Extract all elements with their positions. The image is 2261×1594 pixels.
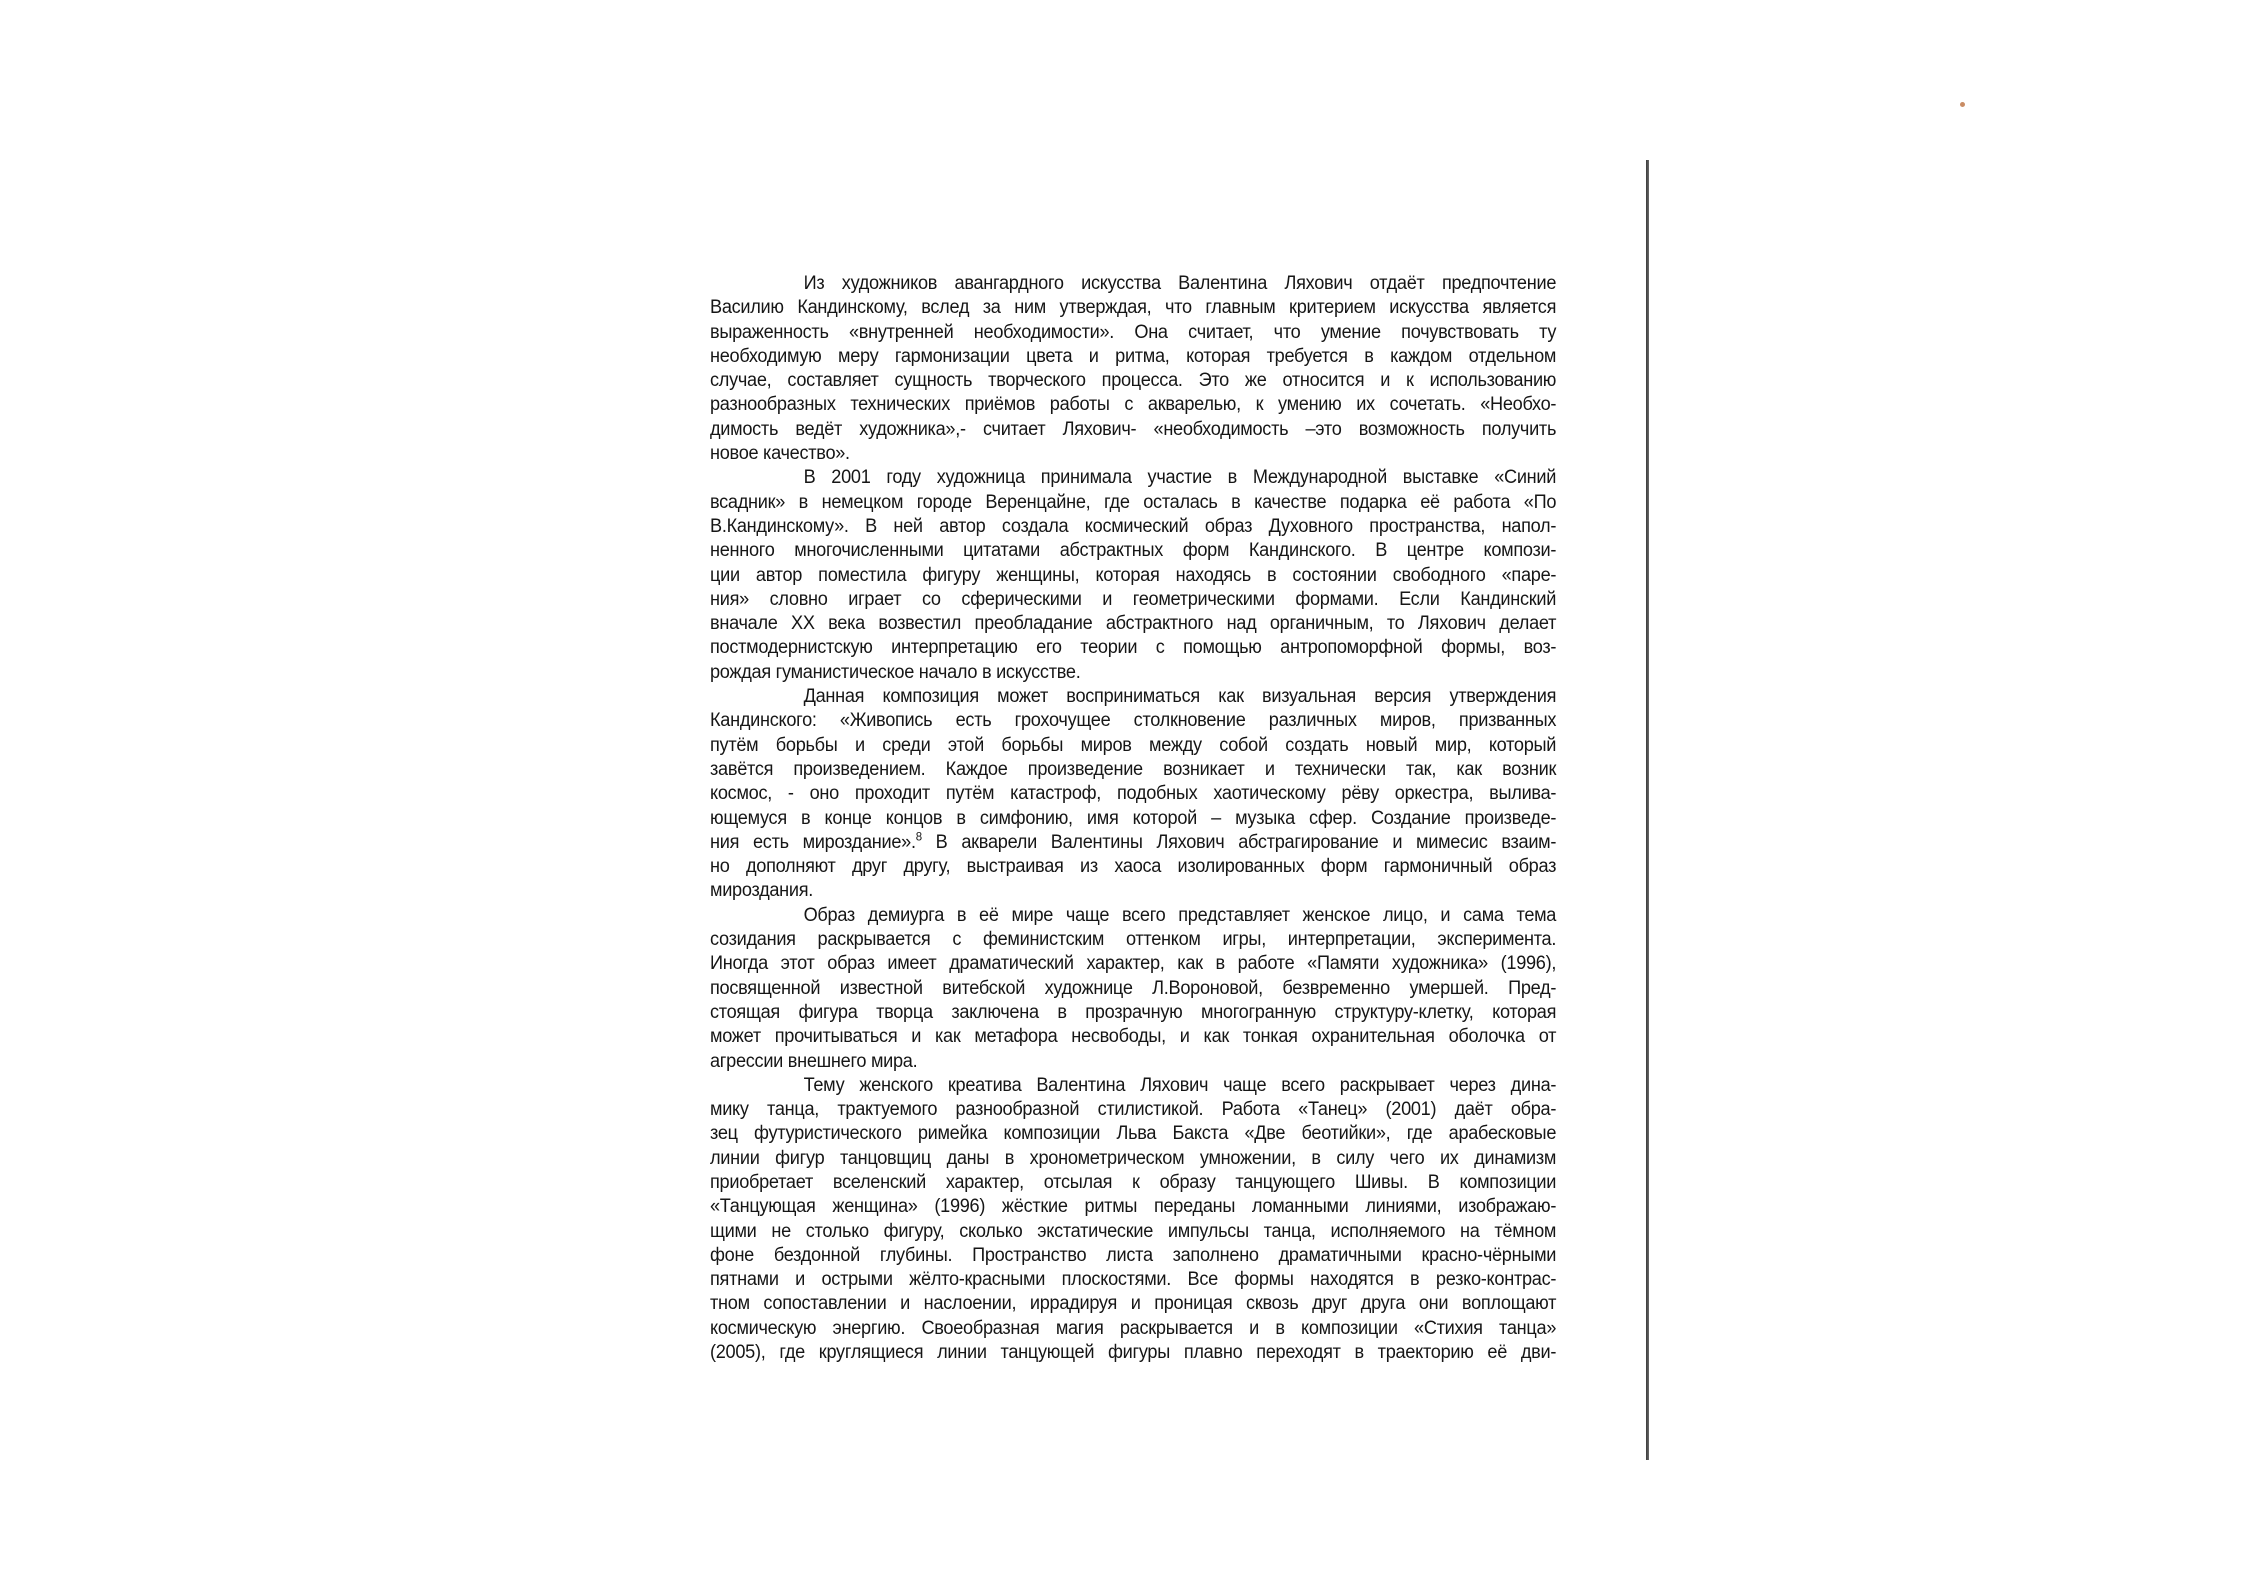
text-line-content: постмодернистскую интерпретацию его теории с помощью антропоморфной формы, воз-: [710, 637, 1557, 659]
footnote-reference: 8: [915, 829, 922, 844]
text-line-content: разнообразных технических приёмов работы с акварелью, к умению их сочетать. «Необхо-: [710, 394, 1557, 416]
text-line: [710, 1341, 1556, 1365]
text-line: [710, 296, 1556, 320]
text-line: [710, 952, 1556, 976]
text-line: [710, 418, 1556, 442]
text-line: [710, 1074, 1556, 1098]
text-line-content: тном сопоставлении и наслоении, иррадируя и проницая сквозь друг друга они воплощают: [710, 1293, 1557, 1315]
text-line: [710, 734, 1556, 758]
text-line-content: пятнами и острыми жёлто-красными плоскостями. Все формы находятся в резко-контрас-: [710, 1269, 1557, 1291]
text-line: [710, 685, 1556, 709]
text-line-content: зец футуристического римейка композиции Льва Бакста «Две беотийки», где арабесковые: [710, 1123, 1557, 1145]
text-line-content: Кандинского: «Живопись есть грохочущее столкновение различных миров, призванных: [710, 710, 1557, 732]
text-line: [710, 1292, 1556, 1316]
text-line-content: «Танцующая женщина» (1996) жёсткие ритмы переданы ломанными линиями, изображаю-: [710, 1196, 1557, 1218]
text-line-content: новое качество».: [710, 443, 850, 465]
text-line-content: посвященной известной витебской художнице Л.Вороновой, безвременно умершей. Пред-: [710, 977, 1557, 999]
text-line-content: мироздания.: [710, 880, 814, 902]
text-line-content: Василию Кандинскому, вслед за ним утверждая, что главным критерием искусства является: [710, 297, 1557, 319]
text-line: [710, 1122, 1556, 1146]
text-line-content: агрессии внешнего мира.: [710, 1050, 918, 1072]
text-line: [710, 661, 1556, 685]
text-line: [710, 1171, 1556, 1195]
text-line-content: фоне бездонной глубины. Пространство листа заполнено драматичными красно-чёрными: [710, 1244, 1557, 1266]
text-line: [710, 515, 1556, 539]
text-line-content: рождая гуманистическое начало в искусстве.: [710, 661, 1081, 683]
text-line-content: (2005), где круглящиеся линии танцующей фигуры плавно переходят в траекторию её дви-: [710, 1342, 1557, 1364]
text-line-content: щими не столько фигуру, сколько экстатические импульсы танца, исполняемого на тёмном: [710, 1220, 1557, 1242]
text-line: [710, 977, 1556, 1001]
text-line: [710, 1001, 1556, 1025]
body-text: [710, 272, 1556, 1365]
text-line-content: димость ведёт художника»,- считает Ляхович- «необходимость –это возможность получить: [710, 418, 1557, 440]
text-line-content: ния» словно играет со сферическими и геометрическими формами. Если Кандинский: [710, 588, 1557, 610]
text-line: [710, 782, 1556, 806]
text-line: [710, 491, 1556, 515]
text-line-content: Иногда этот образ имеет драматический характер, как в работе «Памяти художника» (1996),: [710, 953, 1557, 975]
text-line-content: приобретает вселенский характер, отсылая к образу танцующего Шивы. В композиции: [710, 1171, 1557, 1193]
text-line-content: может прочитываться и как метафора несвободы, и как тонкая охранительная оболочка от: [710, 1026, 1557, 1048]
text-line: [710, 1220, 1556, 1244]
text-line-content: но дополняют друг другу, выстраивая из хаоса изолированных форм гармоничный образ: [710, 856, 1557, 878]
text-line-content: В 2001 году художница принимала участие в Международной выставке «Синий: [803, 467, 1557, 489]
text-line: [710, 1025, 1556, 1049]
text-line-content: Из художников авангардного искусства Валентина Ляхович отдаёт предпочтение: [803, 273, 1557, 294]
text-line-content: ненного многочисленными цитатами абстрактных форм Кандинского. В центре компози-: [710, 540, 1557, 562]
text-line-content: линии фигур танцовщиц даны в хронометрическом умножении, в силу чего их динамизм: [710, 1147, 1557, 1169]
text-line-content: космос, - оно проходит путём катастроф, подобных хаотическому рёву оркестра, вылива-: [710, 783, 1557, 805]
text-line: [710, 369, 1556, 393]
text-line-content: всадник» в немецком городе Веренцайне, где осталась в качестве подарка её работа «По: [710, 491, 1557, 513]
text-line: [710, 588, 1556, 612]
text-line-content: космическую энергию. Своеобразная магия раскрывается и в композиции «Стихия танца»: [710, 1317, 1557, 1339]
text-line: [710, 612, 1556, 636]
text-line: [710, 1244, 1556, 1268]
text-line-content: мику танца, трактуемого разнообразной стилистикой. Работа «Танец» (2001) даёт обра-: [710, 1099, 1557, 1121]
text-line: [710, 1268, 1556, 1292]
text-line-content: необходимую меру гармонизации цвета и ритма, которая требуется в каждом отдельном: [710, 345, 1557, 367]
text-line-content: Данная композиция может восприниматься как визуальная версия утверждения: [803, 686, 1557, 708]
text-line-content: Тему женского креатива Валентина Ляхович чаще всего раскрывает через дина-: [803, 1074, 1557, 1096]
text-line-content: В.Кандинскому». В ней автор создала космический образ Духовного пространства, напол-: [710, 515, 1557, 537]
text-line: [710, 1050, 1556, 1074]
text-line: [710, 831, 1556, 855]
text-line-content: завётся произведением. Каждое произведение возникает и технически так, как возник: [710, 758, 1557, 780]
text-line: [710, 1317, 1556, 1341]
text-line-content: ния есть мироздание».: [710, 831, 916, 853]
text-line: [710, 539, 1556, 563]
text-line: [710, 904, 1556, 928]
text-line-content: путём борьбы и среди этой борьбы миров между собой создать новый мир, который: [710, 734, 1557, 756]
text-line-content: выраженность «внутренней необходимости». Она считает, что умение почувствовать ту: [710, 321, 1557, 343]
text-line: [710, 879, 1556, 903]
text-line-content: ции автор поместила фигуру женщины, которая находясь в состоянии свободного «паре-: [710, 564, 1557, 586]
text-line: [710, 466, 1556, 490]
page-edge-line: [1646, 160, 1649, 1460]
text-line: [710, 855, 1556, 879]
text-line: [710, 1098, 1556, 1122]
text-line: [710, 1195, 1556, 1219]
text-line: [710, 758, 1556, 782]
paper-speck: [1960, 102, 1965, 107]
text-line-content: стоящая фигура творца заключена в прозрачную многогранную структуру-клетку, которая: [710, 1001, 1557, 1023]
text-line: [710, 1147, 1556, 1171]
text-line: [710, 564, 1556, 588]
text-line: [710, 709, 1556, 733]
text-line-content: Образ демиурга в её мире чаще всего представляет женское лицо, и сама тема: [803, 904, 1557, 926]
text-line: [710, 442, 1556, 466]
text-line-content: созидания раскрывается с феминистским оттенком игры, интерпретации, эксперимента.: [710, 929, 1557, 951]
text-line-content: ющемуся в конце концов в симфонию, имя которой – музыка сфер. Создание произведе-: [710, 807, 1557, 829]
text-line: [710, 928, 1556, 952]
text-line: [710, 321, 1556, 345]
text-line-content: случае, составляет сущность творческого процесса. Это же относится и к использованию: [710, 370, 1557, 392]
text-line-continuation: В акварели Валентины Ляхович абстрагирование и мимесис взаим-: [921, 831, 1557, 853]
text-line: [710, 345, 1556, 369]
text-line: [710, 272, 1556, 296]
text-line: [710, 393, 1556, 417]
text-line-content: вначале XX века возвестил преобладание абстрактного над органичным, то Ляхович делает: [710, 613, 1557, 635]
text-line: [710, 636, 1556, 660]
text-line: [710, 807, 1556, 831]
